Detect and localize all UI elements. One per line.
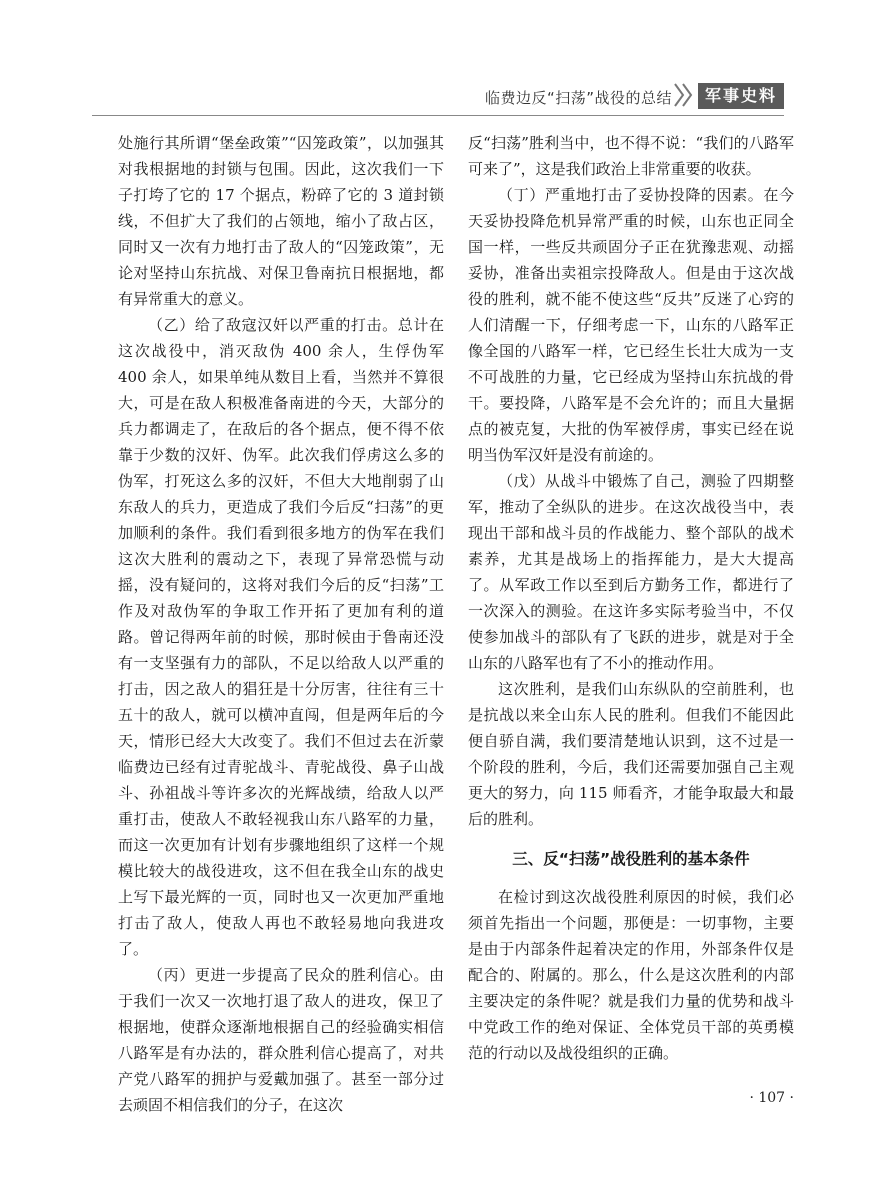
paragraph: （乙）给了敌寇汉奸以严重的打击。总计在这次战役中，消灭敌伪 400 余人，生俘伪军 400 余人，如果单纯从数目上看，当然并不算很大，可是在敌人积极准备南进的今天，大部分的兵力都调走了，在敌后的各个据点，便不得不依靠于少数的汉奸、伪军。此次我们俘虏这么多的伪军，打死这么多的汉奸，不但大大地削弱了山东敌人的兵力，更造成了我们今后反“扫荡”的更加顺利的条件。我们看到很多地方的伪军在我们这次大胜利的震动之下，表现了异常恐慌与动摇，没有疑问的，这将对我们今后的反“扫荡”工作及对敌伪军的争取工作开拓了更加有利的道路。曾记得两年前的时候，那时候由于鲁南还没有一支坚强有力的部队，不足以给敌人以严重的打击，因之敌人的猖狂是十分厉害，往往有三十五十的敌人，就可以横冲直闯，但是两年后的今天，情形已经大大改变了。我们不但过去在沂蒙临费边已经有过青驼战斗、青驼战役、鼻子山战斗、孙祖战斗等许多次的光辉战绩，给敌人以严重打击，使敌人不敢轻视我山东八路军的力量，而这一次更加有计划有步骤地组织了这样一个规模比较大的战役进攻，这不但在我全山东的战史上写下最光辉的一页，同时也又一次更加严重地打击了敌人，使敌人再也不敢轻易地向我进攻了。 — [118, 316, 444, 958]
paragraph: （戊）从战斗中锻炼了自己，测验了四期整军，推动了全纵队的进步。在这次战役当中，表现出干部和战斗员的作战能力、整个部队的战术素养，尤其是战场上的指挥能力，是大大提高了。从军政工作以至到后方勤务工作，都进行了一次深入的测验。在这许多实际考验当中，不仅使参加战斗的部队有了飞跃的进步，就是对于全山东的八路军也有了不小的推动作用。 — [468, 472, 794, 672]
paragraph: 反“扫荡”胜利当中，也不得不说：“我们的八路军可来了”，这是我们政治上非常重要的收获。 — [468, 134, 794, 178]
paragraph: 处施行其所谓“堡垒政策”“囚笼政策”，以加强其对我根据地的封锁与包围。因此，这次我们一下子打垮了它的 17 个据点，粉碎了它的 3 道封锁线，不但扩大了我们的占领地，缩小了敌占区，同时又一次有力地打击了敌人的“囚笼政策”，无论对坚持山东抗战、对保卫鲁南抗日根据地，都有异常重大的意义。 — [118, 134, 444, 308]
paragraph: （丙）更进一步提高了民众的胜利信心。由于我们一次又一次地打退了敌人的进攻，保卫了根据地，使群众逐渐地根据自己的经验确实相信八路军是有办法的，群众胜利信心提高了，对共产党八路军的拥护与爱戴加强了。甚至一部分过去顽固不相信我们的分子，在这次 — [118, 966, 444, 1114]
running-title: 临费边反“扫荡”战役的总结 — [484, 89, 672, 107]
paragraph: （丁）严重地打击了妥协投降的因素。在今天妥协投降危机异常严重的时候，山东也正同全国一样，一些反共顽固分子正在犹豫悲观、动摇妥协，准备出卖祖宗投降敌人。但是由于这次战役的胜利，就不能不使这些“反共”反迷了心窍的人们清醒一下，仔细考虑一下，山东的八路军正像全国的八路军一样，它已经生长壮大成为一支不可战胜的力量，它已经成为坚持山东抗战的骨干。要投降，八路军是不会允许的；而且大量据点的被克复，大批的伪军被俘虏，事实已经在说明当伪军汉奸是没有前途的。 — [468, 186, 794, 464]
double-chevron-icon — [672, 82, 696, 108]
paragraph: 这次胜利，是我们山东纵队的空前胜利，也是抗战以来全山东人民的胜利。但我们不能因此便自骄自满，我们要清楚地认识到，这不过是一个阶段的胜利，今后，我们还需要加强自己主观更大的努力，向 115 师看齐，才能争取最大和最后的胜利。 — [468, 680, 794, 828]
paragraph: 在检讨到这次战役胜利原因的时候，我们必须首先指出一个问题，那便是：一切事物，主要是由于内部条件起着决定的作用，外部条件仅是配合的、附属的。那么，什么是这次胜利的内部主要决定的条件呢？就是我们力量的优势和战斗中党政工作的绝对保证、全体党员干部的英勇模范的行动以及战役组织的正确。 — [468, 888, 794, 1062]
left-column — [118, 130, 444, 1118]
section-badge: 军事史料 — [698, 83, 784, 109]
header-rule — [92, 115, 784, 116]
right-column — [468, 130, 794, 1066]
page-number: · 107 · — [749, 1090, 794, 1106]
section-heading: 三、反“扫荡”战役胜利的基本条件 — [512, 850, 750, 868]
page-header — [92, 78, 784, 116]
